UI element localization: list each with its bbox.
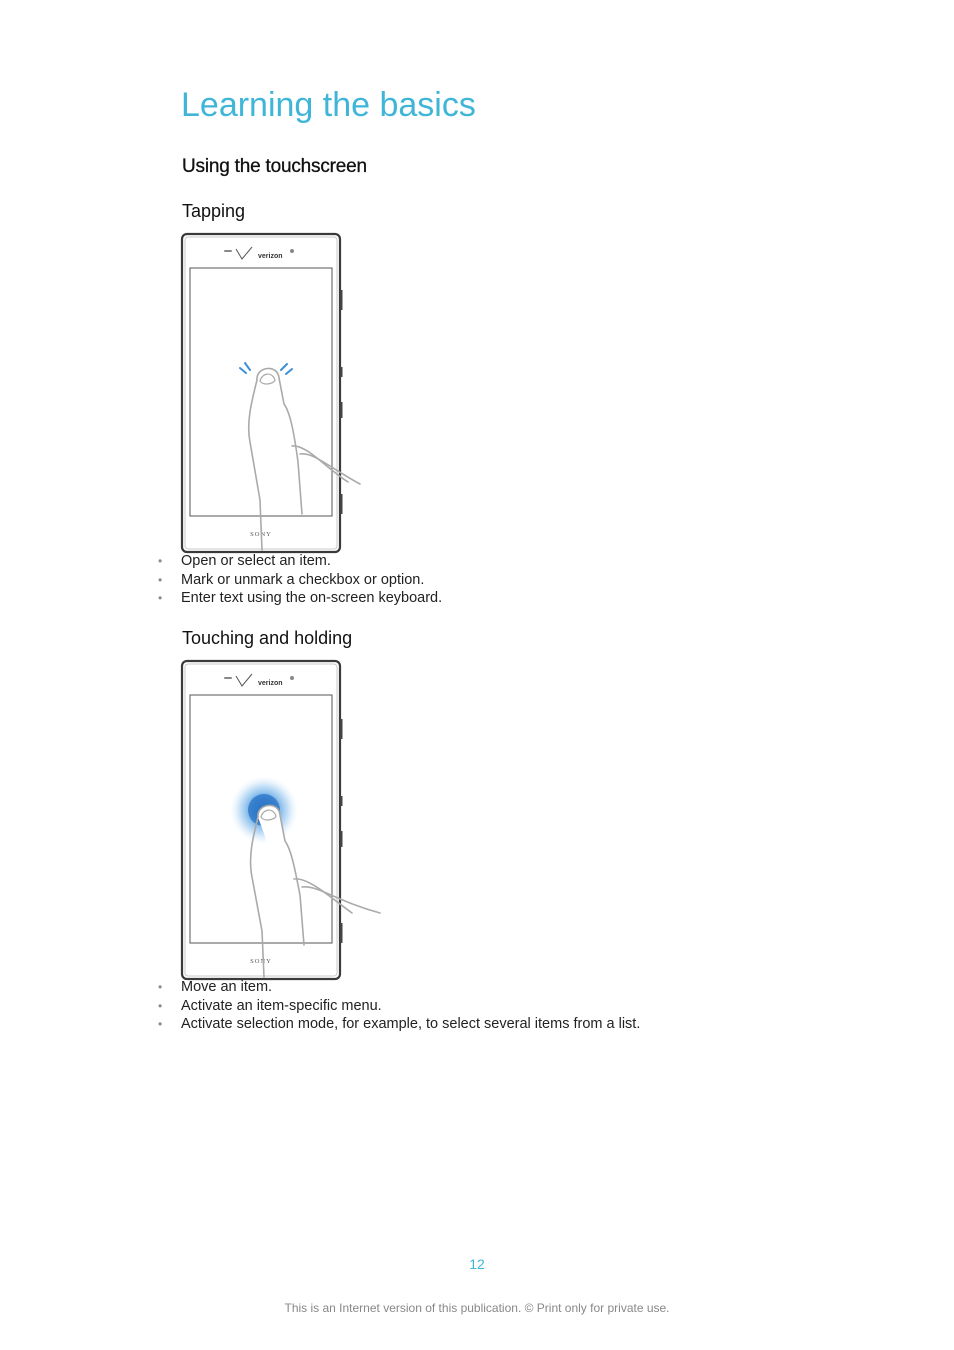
holding-bullet-list [158, 978, 640, 1034]
brand-logo: SONY [250, 958, 272, 965]
list-item: • Mark or unmark a checkbox or option. [158, 571, 425, 588]
list-item: • Move an item. [158, 979, 273, 995]
list-item: • Enter text using the on-screen keyboard. [158, 590, 443, 607]
page-title: Learning the basics [181, 86, 476, 124]
page-number: 12 [469, 1256, 485, 1272]
carrier-logo: verizon [258, 680, 283, 687]
list-item: • Open or select an item. [158, 553, 331, 569]
phone-tap-illustration [180, 232, 385, 554]
list-item: • Activate selection mode, for example, to select several items from a list. [158, 1016, 641, 1033]
holding-heading: Touching and holding [182, 628, 353, 648]
brand-logo: SONY [250, 531, 272, 538]
carrier-logo: verizon [258, 253, 283, 260]
phone-hold-illustration [180, 659, 385, 981]
tapping-bullet-list [158, 552, 442, 608]
tapping-heading: Tapping [182, 201, 246, 221]
footer-notice: This is an Internet version of this publication. © Print only for private use. [284, 1301, 670, 1315]
section-heading: Using the touchscreen [182, 156, 367, 177]
list-item: • Activate an item-specific menu. [158, 997, 382, 1014]
